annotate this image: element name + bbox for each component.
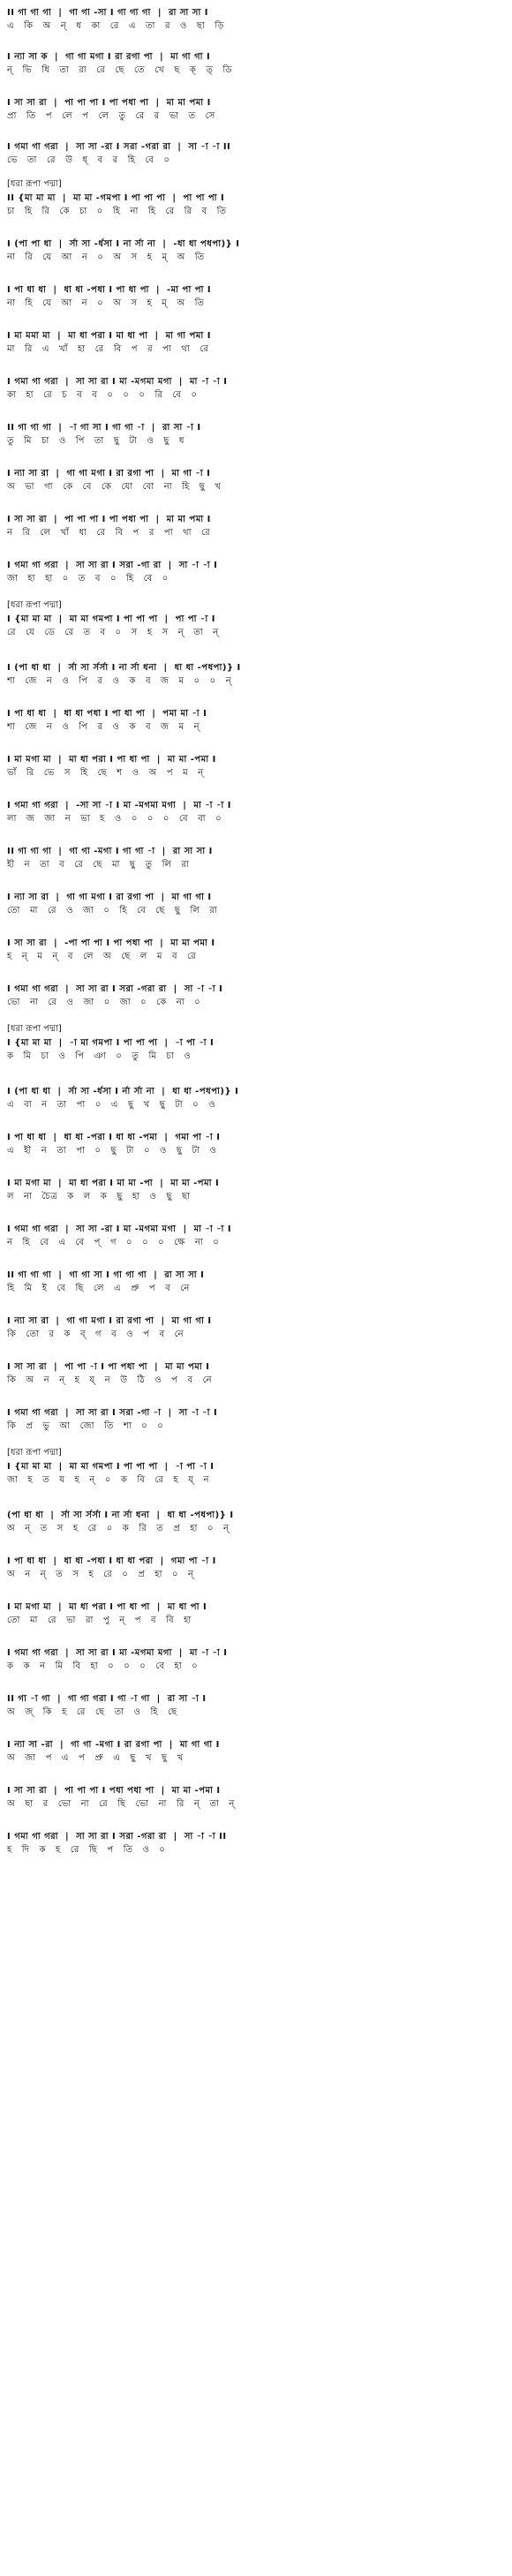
notation-block: [0, 1269, 512, 1296]
notation-block: [0, 238, 512, 265]
lyric-line: কি তো র ক ব্ গ ব ও প ব নে: [7, 1329, 184, 1339]
notation-block: [0, 1785, 512, 1811]
notation-block: [0, 97, 512, 124]
notation-block: [0, 422, 512, 448]
swara-line: I {মা মা মা | মা মা গমপা I পা পা পা | পা পা -া I: [7, 614, 215, 624]
swara-line: II গা গা গা | গা গা -সা I গা গা গা | রা সা সা I: [7, 8, 209, 18]
notation-block: [0, 614, 512, 640]
lyric-line: অ জ্ কি হ রে ছে তা ও হি ছে: [7, 1707, 177, 1717]
lyric-line: এ বা ন তা পা ০ এ ছু খ ছু টা ০ ও: [7, 1100, 216, 1110]
section-header: [ধরা রূপা পদ্মা]: [7, 600, 62, 610]
lyric-line: প্রা তি প লে প লে তু রে র ভা ত সে: [7, 111, 215, 121]
notation-block: [0, 1601, 512, 1628]
swara-line: I ন্যা সা ক | গা গা মগা I রা রগা পা | মা গা গা I: [7, 52, 211, 62]
notation-block: [0, 51, 512, 78]
swara-line: I {মা মা মা | -া মা গমপা I পা পা পা | -া পা -া I: [7, 1038, 215, 1048]
lyric-line: না হি যে আ ন ০ অ স হ ম্ অ তি: [7, 298, 205, 308]
swara-line: I পা ধা ধা | ধা ধা -পরা I ধা ধা -পমা | গমা পা -া I: [7, 1133, 221, 1142]
swara-line: I পা ধা ধা | ধা ধা পধা I পা ধা পা | পমা মা -া I: [7, 709, 207, 719]
lyric-line: মা রি এ খাঁ হা রে বি প র পা থা রে: [7, 344, 209, 354]
lyric-line: ক মি চা ও পি ঞা ০ তু মি চা ও: [7, 1051, 192, 1061]
section-header: [ধরা রূপা পদ্মা]: [7, 179, 62, 189]
notation-block: [0, 892, 512, 918]
notation-block: [0, 1132, 512, 1158]
swara-line: I গমা গা গরা | সা সা রা I মা -মগমা মগা | মা -া -া I: [7, 377, 228, 387]
swara-line: I গমা গা গরা | সা সা রা I মা -মগমা মগা | মা -া -া I: [7, 1648, 228, 1658]
swara-line: I গমা গা গরা | সা সা -রা I সরা -গরা রা | সা -া -া II: [7, 142, 231, 152]
swara-line: I গমা গা গরা | সা সা রা I সরা -গরা রা | সা -া -া I: [7, 984, 223, 994]
swara-line: I মা মগা মা | মা ধা পরা I পা ধা পা | মা ধা পা I: [7, 1602, 207, 1612]
notation-block: [0, 1461, 512, 1488]
swara-line: I (পা ধা ধা | র্সা সা র্সর্সা I না র্সা ধনা | ধা ধা -পধপা)} I: [7, 663, 241, 673]
notation-block: [0, 284, 512, 311]
notation-block: [0, 708, 512, 734]
notation-block: [0, 1693, 512, 1720]
swara-line: I গমা গা গরা | -সা সা -া I মা -মগমা মগা | মা -া -া I: [7, 801, 231, 810]
lyric-line: তু মি চা ও পি তা ছু টা ও ছু ধ: [7, 436, 184, 446]
swara-line: I {মা মা মা | মা মা গমপা I পা পা পা | -া পা -া I: [7, 1462, 215, 1472]
lyric-line: অ ন্ ত স হ রে ০ ক রি ত প্র হা ০ ন্: [7, 1524, 230, 1533]
swara-line: I ন্যা সা রা | গা গা মগা I রা রগা পা | মা গা গা I: [7, 1316, 212, 1326]
swara-line: II গা গা গা | -া গা সা I গা গা -া | রা সা -া I: [7, 423, 201, 433]
lyric-line: ন রি লে খাঁ ধা রে বি প র পা থা রে: [7, 528, 211, 538]
lyric-line: ন্ ভি ধি তা রা রে ছে তে খে ছ ক্ ত্ ডি: [7, 65, 233, 75]
swara-line: I মা মমা মা | মা ধা পরা I মা ধা পা | মা গা পমা I: [7, 331, 211, 341]
swara-line: I মা মগা মা | মা ধা পরা I পা ধা পা | মা মা -পমা I: [7, 755, 216, 765]
notation-block: [0, 1315, 512, 1342]
swara-line: I সা সা রা | পা পা পা I পা পধা পা | মা মা পমা I: [7, 98, 211, 108]
notation-block: [0, 1647, 512, 1674]
swara-line: I গমা গা গরা | সা সা রা I সরা -গা -া | সা -া -া I: [7, 1408, 218, 1418]
swara-line: I পা ধা ধা | ধা ধা -পধা I পা ধা পা | -মা পা পা I: [7, 285, 212, 295]
notation-block: [0, 192, 512, 219]
notation-block: [0, 1407, 512, 1434]
notation-block: [0, 1037, 512, 1064]
lyric-line: না রি যে আ ন ০ অ স হ ম্ অ তি: [7, 252, 205, 262]
swara-line: I পা ধা ধা | ধা ধা -পধা I ধা ধা পরা | গমা পা -া I: [7, 1556, 216, 1566]
lyric-line: ভো না রে ও জা ০ জা ০ কে না ০: [7, 998, 201, 1007]
swara-line: I মা মগা মা | মা ধা পরা I মা মা -পা | মা মা -পমা I: [7, 1179, 220, 1188]
lyric-line: হ ন্ ম ন্ ব লে অ ছে ল ম ব রে: [7, 952, 197, 961]
lyric-line: জা হা হা ০ ত ব ০ হি বে ০: [7, 574, 169, 584]
lyric-line: হি মি ই বে ছি লে এ প্রু প ব নে: [7, 1284, 190, 1293]
notation-block: [0, 983, 512, 1010]
lyric-line: অ ছা র ভো না রে ছি ভো না রি ন্ তা ন্: [7, 1799, 235, 1809]
notation-block: [0, 468, 512, 494]
lyric-line: অ জা প এ প প্রু এ ছু খ ছু খ: [7, 1753, 184, 1763]
lyric-line: লা জ জা ন ভা হ ও ০ ০ ০ বে বা ০: [7, 814, 222, 824]
swara-line: II গা গা গা | গা গা -মগা I গা গা -া | রা সা সা I: [7, 847, 213, 856]
lyric-line: ভাঁ রি ভে স হি ছে শ ও অ প ম ন্: [7, 768, 204, 778]
notation-block: [0, 1224, 512, 1250]
lyric-line: ভে তা রে উ ধ্ ব র হি বে ০: [7, 155, 170, 165]
notation-block: [0, 754, 512, 780]
notation-block: [0, 1555, 512, 1582]
notation-block: [0, 1831, 512, 1857]
lyric-line: অ ন ন্ ত স হ রে ০ প্র হা ০ ন্: [7, 1570, 194, 1579]
notation-block: [0, 141, 512, 168]
notation-block: [0, 1510, 512, 1536]
lyric-line: এ কি অ ন্ ধ কা রে এ তা র ও ছা ড়ি: [7, 21, 224, 31]
lyric-line: তো মা রে ভা রা পু ন্ প ব বি হা: [7, 1616, 192, 1625]
swara-line: I ন্যা সা -রা | গা গা -মগা I রা রগা পা | মা গা গা I: [7, 1740, 220, 1750]
lyric-line: হী ন তা ব রে ছে মা ছু তু লি রা: [7, 860, 190, 870]
notation-block: [0, 7, 512, 34]
lyric-line: জা হ ত য হ ন্ ০ ক বি রে হ য্ ন: [7, 1475, 209, 1485]
swara-line: I গমা গা গরা | সা সা -রা I মা -মগমা মগা | মা -া -া I: [7, 1224, 232, 1234]
swara-line: II গা গা গা | গা গা সা I গা গা গা | রা সা সা I: [7, 1270, 205, 1280]
notation-block: [0, 514, 512, 540]
swara-line: I ন্যা সা রা | গা গা মগা I রা রগা পা | মা গা -া I: [7, 469, 211, 478]
lyric-line: শা জে ন ও পি র ও ক ব জ ম ০ ০ ন্: [7, 676, 232, 686]
lyric-line: ল না চৈত্র ক ল ক ছু হা ও ছু ছা: [7, 1192, 191, 1201]
swara-line: I (পা ধা ধা | র্সা সা -র্ধসা I র্না র্সা না | ধা ধা -পধপা)} I: [7, 1087, 239, 1096]
section-header: [ধরা রূপা পদ্মা]: [7, 1448, 62, 1457]
lyric-line: চা হি রি কে চা ০ হি না হি রে রি ব তি: [7, 207, 227, 216]
lyric-line: কা হা রে চ ব ব ০ ০ ০ রি বে ০: [7, 390, 198, 400]
notation-block: [0, 1739, 512, 1766]
notation-block: [0, 1086, 512, 1112]
lyric-line: কি প্র ভু আ জো তি শা ০ ০: [7, 1421, 164, 1431]
notation-block: [0, 376, 512, 403]
swara-line: II {মা মা মা | মা মা -গমপা I পা পা পা | পা পা পা I: [7, 193, 225, 203]
notation-block: [0, 800, 512, 826]
notation-block: [0, 330, 512, 357]
swara-line: I ন্যা সা রা | গা গা মগা I রা রগা পা | মা গা গা I: [7, 893, 212, 902]
notation-block: [0, 662, 512, 689]
notation-block: [0, 938, 512, 964]
notation-block: [0, 560, 512, 586]
lyric-line: ন হি বে এ বে প্ গ ০ ০ ০ ক্ষে না ০: [7, 1238, 220, 1247]
section-header: [ধরা রূপা পদ্মা]: [7, 1024, 62, 1034]
lyric-line: রে যে ডে রে ত ব ০ স হ স ন্ তা ন্: [7, 628, 219, 637]
swara-line: II গা -া গা | গা গা গরা I গা -া গা | রা সা -া I: [7, 1694, 207, 1704]
lyric-line: ক ক ন মি বি হা ০ ০ ০ বে হা ০: [7, 1661, 199, 1671]
lyric-line: তো মা রে ও জা ০ হি বে ছে ছু লি রা: [7, 906, 218, 915]
swara-line: I সা সা রা | -পা পা পা I পা পধা পা | মা মা পমা I: [7, 938, 215, 948]
swara-line: I (পা পা ধা | র্সা সা -র্ধসা I না র্সা না | -ধা ধা পধপা)} I: [7, 239, 240, 249]
swara-line: I সা সা রা | পা পা -া I পা পধা পা | মা মা পমা I: [7, 1362, 210, 1372]
notation-block: [0, 1361, 512, 1388]
lyric-line: হ দি ক হ রে ছি প তি ও ০: [7, 1845, 166, 1855]
lyric-line: শা জে ন ও পি র ও ক ব জ ম ন্: [7, 722, 200, 732]
swara-line: I সা সা রা | পা পা পা I পধা পধা পা | মা মা -পমা I: [7, 1786, 221, 1796]
notation-block: [0, 846, 512, 872]
swara-line: (পা ধা ধা | র্সা সা র্সর্সা I না র্সা ধনা | ধা ধা -পধপা)} I: [7, 1510, 234, 1520]
swara-line: I গমা গা গরা | সা সা রা I সরা -গরা রা | সা -া -া II: [7, 1832, 227, 1842]
notation-block: [0, 1178, 512, 1204]
lyric-line: অ ভা গা কে বে কে যো বো না হি ছু খ: [7, 482, 222, 492]
lyric-line: এ হী ন তা পা ০ ছু টা ০ ও ছু টা ও: [7, 1146, 217, 1156]
swara-line: I গমা গা গরা | সা সা রা I সরা -গা রা | সা -া -া I: [7, 561, 218, 570]
lyric-line: কি অ ন ন্ হ য্ ন উ ঠি ও প ব নে: [7, 1375, 213, 1385]
swara-line: I সা সা রা | পা পা পা I পা পধা পা | মা মা পমা I: [7, 515, 211, 524]
